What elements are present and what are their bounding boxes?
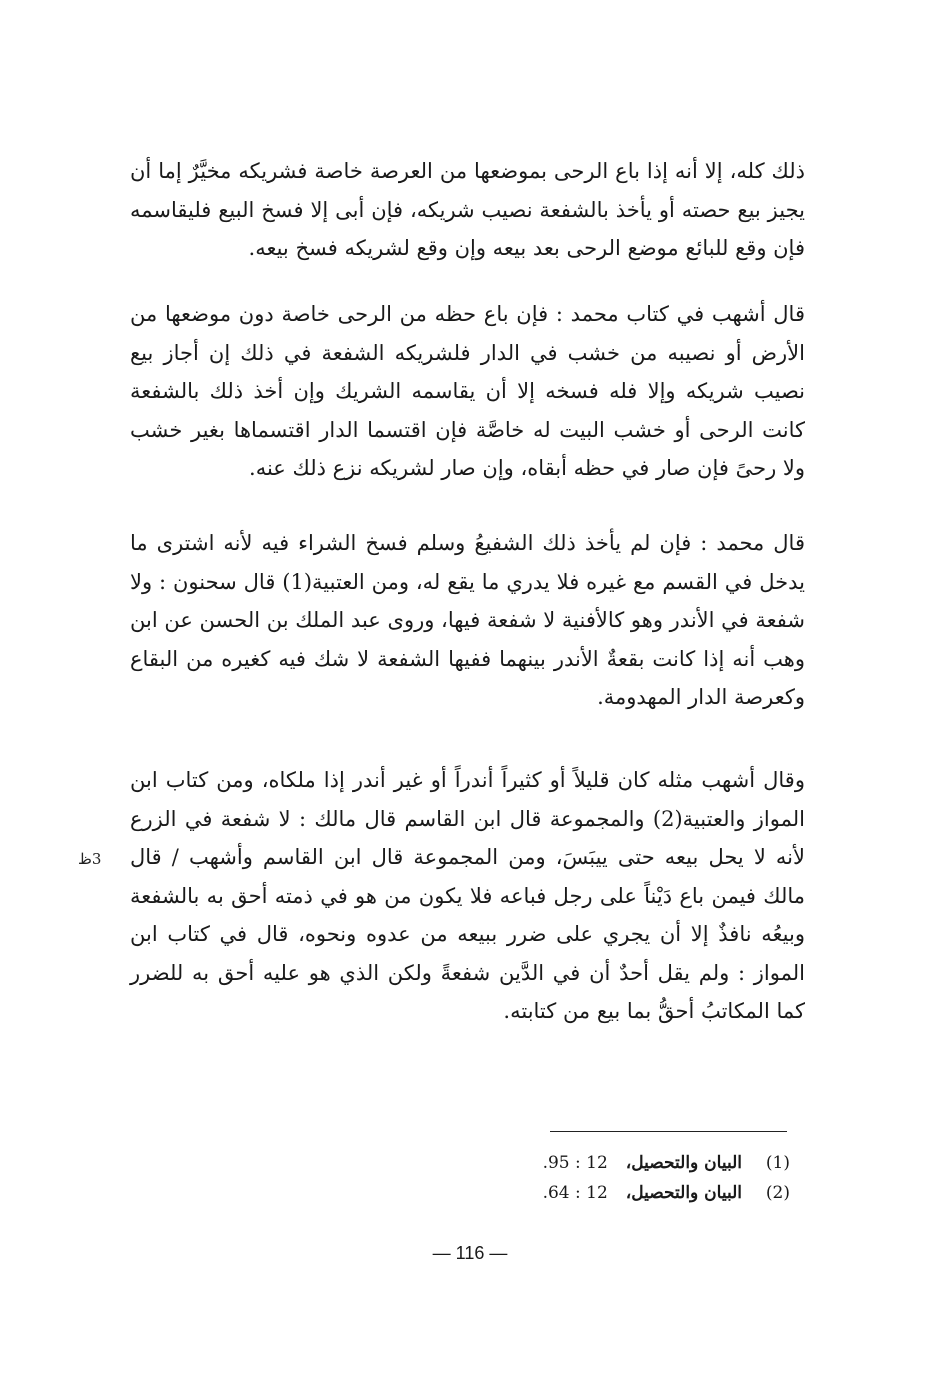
footnote-divider [550,1131,787,1132]
footnote-1 [520,1148,790,1178]
paragraph-2 [130,295,805,488]
footnotes [520,1148,790,1208]
paragraph-1-text: ذلك كله، إلا أنه إذا باع الرحى بموضعها من العرصة خاصة فشريكه مخيَّرٌ إما أن يجيز بيع حصته أو يأخذ بالشفعة نصيب شريكه، فإن أبى إلا فسخ البيع فليقاسمه فإن وقع للبائع موضع الرحى بعد بيعه وإن وقع لشريكه فسخ بيعه. [130,159,805,260]
paragraph-1 [130,152,805,268]
footnote-1-source: البيان والتحصيل، [625,1153,742,1173]
footnote-2-source: البيان والتحصيل، [625,1183,742,1203]
folio-margin-note: 3ظ [78,850,102,868]
paragraph-3-text: قال محمد : فإن لم يأخذ ذلك الشفيعُ وسلم فسخ الشراء فيه لأنه اشترى ما يدخل في القسم مع غيره فلا يدري ما يقع له، ومن العتبية(1) قال سحنون : ولا شفعة في الأندر وهو كالأفنية لا شفعة فيها، وروى عبد الملك بن الحسن عن ابن وهب أنه إذا كانت بقعةٌ الأندر بينهما ففيها الشفعة لا شك فيه كغيره من البقاع وكعرصة الدار المهدومة. [130,531,805,709]
paragraph-3 [130,524,805,717]
page-number: — 116 — [432,1243,508,1263]
footnote-2-reference: 12 : 64. [542,1183,608,1203]
footnote-2 [520,1178,790,1208]
footnote-1-reference: 12 : 95. [542,1153,608,1173]
footnote-2-number: (2) [765,1183,790,1203]
paragraph-4-text: وقال أشهب مثله كان قليلاً أو كثيراً أندراً أو غير أندر إذا ملكاه، ومن كتاب ابن المواز والعتبية(2) والمجموعة قال ابن القاسم قال مالك : لا شفعة في الزرع لأنه لا يحل بيعه حتى ييبَسَ، ومن المجموعة قال ابن القاسم وأشهب / قال مالك فيمن باع دَيْناً على رجل فباعه فلا يكون من هو في ذمته أحق به بالشفعة وبيعُه نافذٌ إلا أن يجري على ضرر ببيعه من عدوه ونحوه، قال في كتاب ابن المواز : ولم يقل أحدٌ أن في الدَّين شفعةً ولكن الذي هو عليه أحق به للضرر كما المكاتبُ أحقُّ بما بيع من كتابته. [130,768,805,1023]
paragraph-2-text: قال أشهب في كتاب محمد : فإن باع حظه من الرحى خاصة دون موضعها من الأرض أو نصيبه من خشب في الدار فلشريكه الشفعة في ذلك إن أجاز بيع نصيب شريكه وإلا فله فسخه إلا أن يقاسمه الشريك وإن أخذ ذلك بالشفعة كانت الرحى أو خشب البيت له خاصَّة فإن اقتسما الدار اقتسماها بغير خشب ولا رحىً فإن صار في حظه أبقاه، وإن صار لشريكه نزع ذلك عنه. [130,302,805,480]
paragraph-4 [130,761,805,1031]
footnote-1-number: (1) [765,1153,790,1173]
